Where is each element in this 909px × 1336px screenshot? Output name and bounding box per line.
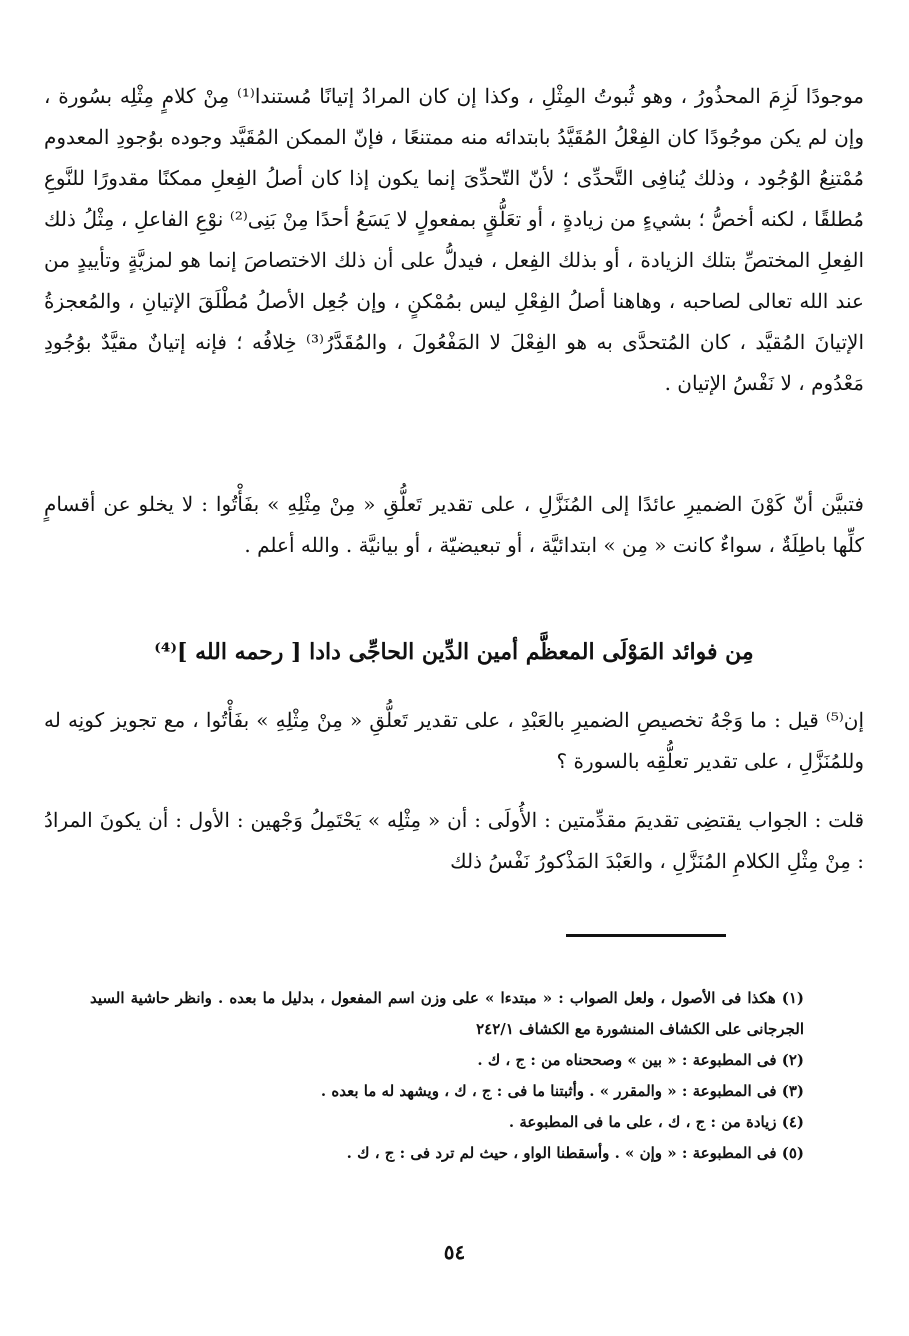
section-heading: مِن فوائد المَوْلَى المعظَّم أمين الدِّين الحاجِّى دادا [ رحمه الله ]⁽⁴⁾ xyxy=(154,639,754,665)
body-paragraph-1: موجودًا لَزِمَ المحذُورُ ، وهو ثُبوتُ المِثْلِ ، وكذا إن كان المرادُ إتيانًا مُستندا⁽¹⁾ مِنْ كلامٍ مِثْلِه بسُورة ، وإن لم يكن موجُودًا كان الفِعْلُ المُقَيَّدُ بابتدائه منه ممتنعًا ، فإنّ الممكن المُقَيَّد وجوده بوُجودِ المعدوم مُمْتنِعُ الوُجُود ، وذلك يُنافِى التَّحدِّى ؛ لأنّ التّحدِّىَ إنما يكون إذا كان أصلُ الفِعلِ ممكنًا مقدورًا للنَّوعِ مُطلقًا ، لكنه أخصُّ ؛ بشيءٍ من زيادةٍ ، أو تعَلُّقٍ بمفعولٍ لا يَسَعُ أحدًا مِنْ بَنِى⁽²⁾ نوْعِ الفاعلِ ، مِثْلُ ذلك الفِعلِ المختصِّ بتلك الزيادة ، أو بذلك الفِعل ، فيدلُّ على أن ذلك الاختصاصَ إنما هو لمزيَّةٍ وتأييدٍ من عند الله تعالى لصاحبه ، وهاهنا أصلُ الفِعْلِ ليس بمُمْكنٍ ، وإن جُعِل الأصلُ مُطْلَقَ الإتيانِ ، والمُعجزةُ الإتيانَ المُقيَّد ، كان المُتحدَّى به هو الفِعْلَ لا المَفْعُولَ ، والمُقَدَّرُ⁽³⁾ خِلافُه ؛ فإنه إتيانٌ مقيَّدٌ بوُجُودِ مَعْدُوم ، لا نَفْسُ الإتيان . xyxy=(44,84,865,395)
page-number: ٥٤ xyxy=(443,1240,466,1264)
footnotes xyxy=(90,983,804,1169)
body-paragraph-4: قلت : الجواب يقتضِى تقديمَ مقدِّمتين : الأُولَى : أن « مِثْلِه » يَحْتَمِلُ وَجْهين : الأول : أن يكونَ المرادُ : مِنْ مِثْلِ الكلامِ المُنَزَّلِ ، والعَبْدَ المَذْكورُ نَفْسُ ذلك xyxy=(44,808,864,873)
footnote-3: (٣) فى المطبوعة : « والمقرر » . وأثبتنا ما فى : ج ، ك ، ويشهد له ما بعده . xyxy=(320,1082,804,1100)
footnote-divider xyxy=(566,934,726,937)
body-paragraph-2: فتبيَّن أنّ كَوْنَ الضميرِ عائدًا إلى المُنَزَّلِ ، على تقدير تَعلُّقِ « مِنْ مِثْلِهِ » بفَأْتُوا : لا يخلو عن أقسامٍ كلِّها باطِلَةٌ ، سواءٌ كانت « مِن » ابتدائيَّة ، أو تبعيضيّة ، أو بيانيَّة . والله أعلم . xyxy=(44,492,864,557)
footnote-5: (٥) فى المطبوعة : « وإن » . وأسقطنا الواو ، حيث لم ترد فى : ج ، ك . xyxy=(346,1144,804,1162)
footnote-1: (١) هكذا فى الأصول ، ولعل الصواب : « مبتدءا » على وزن اسم المفعول ، بدليل ما بعده . وانظر حاشية السيد الجرجانى على الكشاف المنشورة مع الكشاف ٢٤٢/١ xyxy=(90,989,804,1038)
body-paragraph-3: إن⁽⁵⁾ قيل : ما وَجْهُ تخصيصِ الضميرِ بالعَبْدِ ، على تقدير تَعلُّقِ « مِنْ مِثْلِهِ » بفَأْتُوا ، مع تجويز كونِه له وللمُنَزَّلِ ، على تقدير تعلُّقِه بالسورة ؟ xyxy=(44,708,864,773)
footnote-4: (٤) زيادة من : ج ، ك ، على ما فى المطبوعة . xyxy=(508,1113,804,1131)
footnote-2: (٢) فى المطبوعة : « بين » وصححناه من : ج ، ك . xyxy=(477,1051,804,1069)
